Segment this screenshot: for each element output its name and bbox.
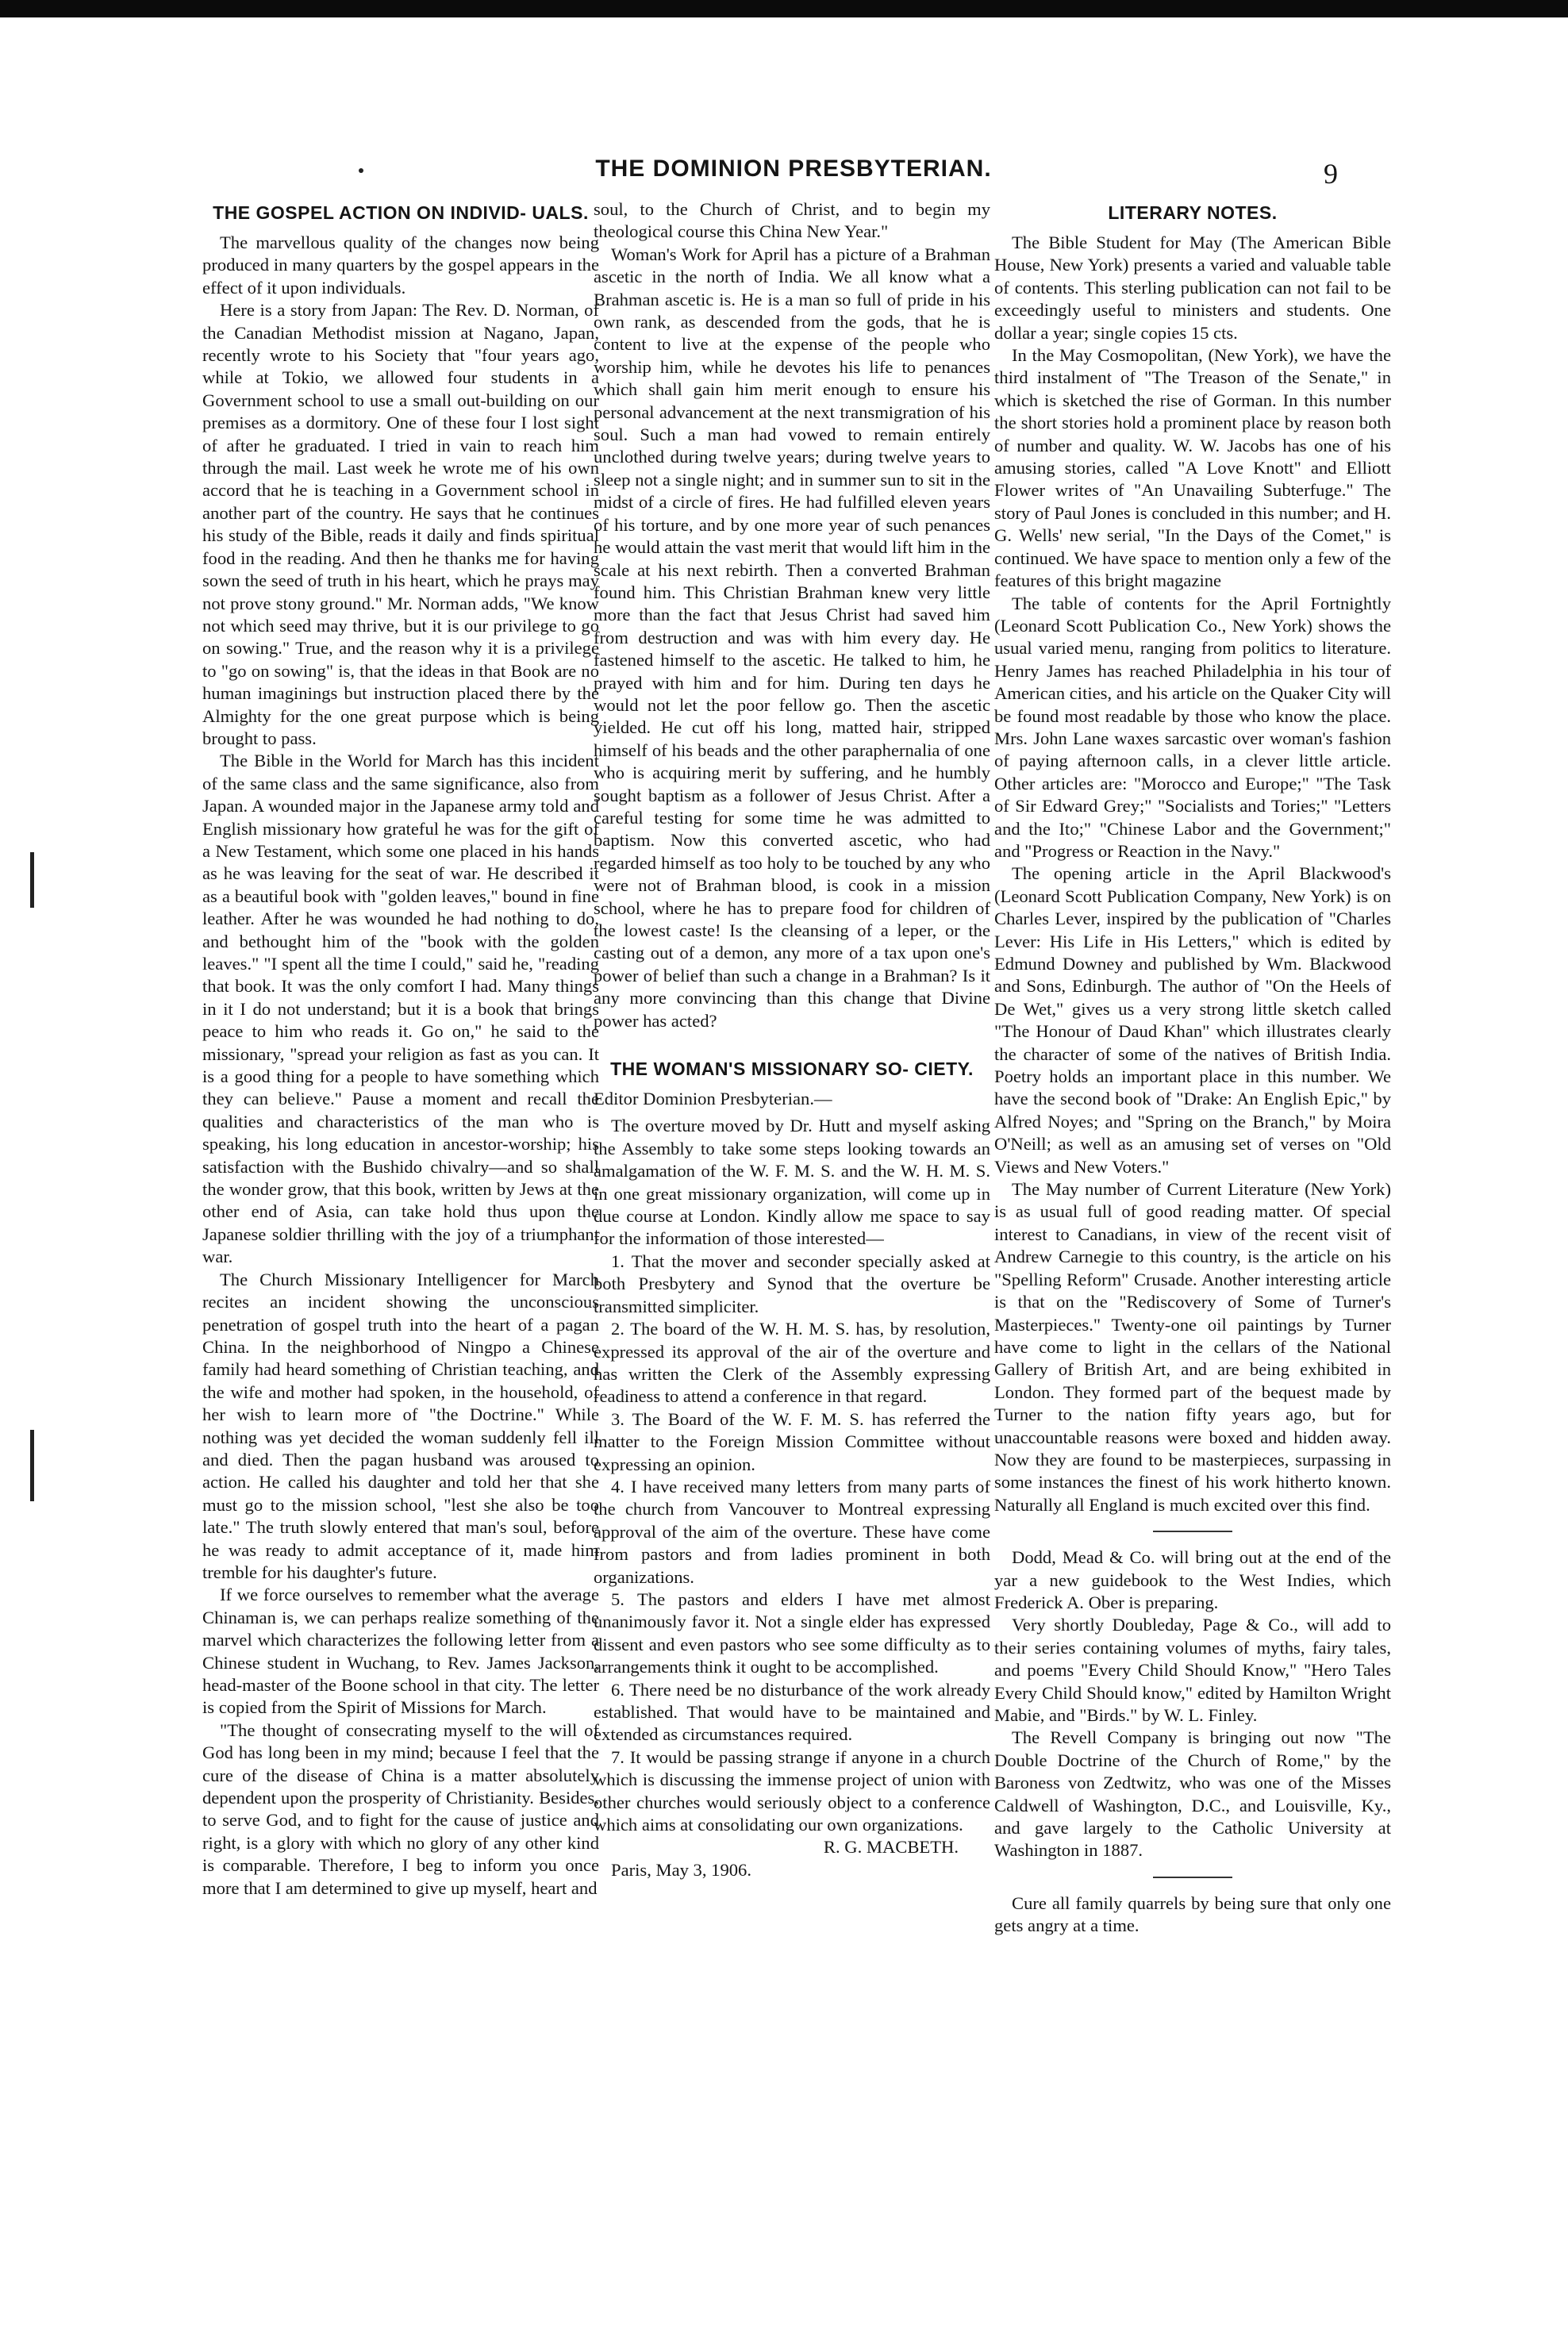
paragraph: The May number of Current Literature (New York) is as usual full of good reading matter. Of special interest to Canadians, in view of the recent visit of Andrew Carnegie to this country, is the article on his "Spelling Reform" Crusade. Another interesting article is that on the "Rediscovery of Some of Turner's Masterpieces." Twenty-one oil paintings by Turner have come to light in the cellars of the National Gallery of British Art, and are being exhibited in London. They formed part of the bequest made by Turner to the nation fifty years ago, but for unaccountable reasons were boxed and hidden away. Now they are found to be masterpieces, surpassing in some instances the finest of his work hitherto known. Naturally all England is much excited over this find. xyxy=(994,1179,1391,1515)
paragraph: Cure all family quarrels by being sure that only one gets angry at a time. xyxy=(994,1892,1391,1936)
column-middle xyxy=(594,198,990,1881)
salutation: Editor Dominion Presbyterian.— xyxy=(594,1089,832,1109)
paragraph: soul, to the Church of Christ, and to begin my theological course this China New Year." xyxy=(594,199,990,242)
paragraph: The opening article in the April Blackwood's (Leonard Scott Publication Company, New York) is on Charles Lever, inspired by the publication of "Charles Lever: His Life in His Letters," which is edited by Edmund Downey and published by Wm. Blackwood and Sons, Edinburgh. The author of "On the Heels of De Wet," gives us a very strong little sketch called "The Honour of Daud Khan" which illustrates clearly the character of some of the natives of British India. Poetry holds an important place in this number. We have the second book of "Drake: An English Epic," by Alfred Noyes; and "Spring on the Branch," by Moira O'Neill; as well as an amusing set of verses on "Old Views and New Voters." xyxy=(994,863,1391,1177)
paragraph: 6. There need be no disturbance of the work already established. That would have to be maintained and extended as circumstances required. xyxy=(594,1679,990,1745)
paragraph: The table of contents for the April Fortnightly (Leonard Scott Publication Co., New York) shows the usual varied menu, ranging from politics to literature. Henry James has reached Philadelphia in his tour of American cities, and his article on the Quaker City will be found most readable by those who know the place. Mrs. John Lane waxes sarcastic over woman's fashion of paying afternoon calls, in a clever little article. Other articles are: "Morocco and Europe;" "The Task of Sir Edward Grey;" "Socialists and Tories;" "Letters and the Ito;" "Chinese Labor and the Government;" and "Progress or Reaction in the Navy." xyxy=(994,593,1391,861)
paragraph: 7. It would be passing strange if anyone in a church which is discussing the immense project of union with other churches would seriously object to a conference which aims at consolidating our own organizations. xyxy=(594,1746,990,1835)
signature: R. G. MACBETH. xyxy=(823,1837,959,1858)
column-right xyxy=(994,198,1391,1938)
paragraph: Here is a story from Japan: The Rev. D. Norman, of the Canadian Methodist mission at Nagano, Japan, recently wrote to his Society that "four years ago, while at Tokio, we allowed four students in a Government school to use a small out-building on our premises as a dormitory. One of these four I lost sight of after he graduated. I tried in vain to reach him through the mail. Last week he wrote me of his own accord that he is teaching in a Government school in another part of the country. He says that he continues his study of the Bible, reads it daily and finds spiritual food in the reading. And then he thanks me for having sown the seed of truth in his heart, which he prays may not prove stony ground." Mr. Norman adds, "We know not which seed may thrive, but it is our privilege to go on sowing." True, and the reason why it is a privilege to "go on sowing" is, that the ideas in that Book are no human imaginings but instruction placed there by the Almighty for the one great purpose which is being brought to pass. xyxy=(202,300,599,748)
article-heading: LITERARY NOTES. xyxy=(1108,202,1278,223)
paragraph: If we force ourselves to remember what the average Chinaman is, we can perhaps realize something of the marvel which characterizes the following letter from a Chinese student in Wuchang, to Rev. James Jackson, head-master of the Boone school in that city. The letter is copied from the Spirit of Missions for March. xyxy=(202,1585,599,1718)
paragraph: The Revell Company is bringing out now "The Double Doctrine of the Church of Rome," by the Baroness von Zedtwitz, who was one of the Misses Caldwell of Washington, D.C., and Louisville, Ky., and gave largely to the Catholic University at Washington in 1887. xyxy=(994,1727,1391,1861)
page-number: 9 xyxy=(1324,158,1338,190)
scan-top-edge xyxy=(0,0,1568,17)
printer-dot xyxy=(359,168,363,173)
paragraph: Very shortly Doubleday, Page & Co., will add to their series containing volumes of myths, fairy tales, and poems "Every Child Should Know," "Hero Tales Every Child Should know," edited by Hamilton Wright Mabie, and "Birds." by W. L. Finley. xyxy=(994,1615,1391,1725)
dateline: Paris, May 3, 1906. xyxy=(611,1859,751,1880)
paragraph: Dodd, Mead & Co. will bring out at the end of the yar a new guidebook to the West Indies, which Frederick A. Ober is preparing. xyxy=(994,1547,1391,1612)
paragraph: The Church Missionary Intelligencer for March recites an incident showing the unconscious penetration of gospel truth into the heart of a pagan China. In the neighborhood of Ningpo a Chinese family had heard something of Christian teaching, and the wife and mother had spoken, in the household, of her wish to learn more of "the Doctrine." While nothing was yet decided the woman suddenly fell ill and died. Then the pagan husband was aroused to action. He called his daughter and told her that she must go to the mission school, "lest she also be too late." The truth slowly entered that man's soul, before he was ready to admit acceptance of it, made him tremble for his daughter's future. xyxy=(202,1269,599,1582)
paragraph: 4. I have received many letters from many parts of the church from Vancouver to Montreal expressing approval of the aim of the overture. These have come from pastors and from ladies prominent in both organizations. xyxy=(594,1476,990,1587)
page-header-title: THE DOMINION PRESBYTERIAN. xyxy=(595,156,992,182)
paragraph: The Bible Student for May (The American Bible House, New York) presents a varied and valuable table of contents. This sterling publication can not fail to be exceedingly useful to ministers and students. One dollar a year; single copies 15 cts. xyxy=(994,232,1391,343)
article-heading: THE GOSPEL ACTION ON INDIVID- UALS. xyxy=(213,202,589,223)
section-rule xyxy=(1153,1531,1232,1532)
paragraph: 5. The pastors and elders I have met almost unanimously favor it. Not a single elder has expressed dissent and even pastors who see some difficulty as to arrangements think it ought to be accomplished. xyxy=(594,1589,990,1677)
paragraph: The Bible in the World for March has this incident of the same class and the same significance, also from Japan. A wounded major in the Japanese army told and English missionary how grateful he was for the gift of a New Testament, which some one placed in his hands as he was leaving for the seat of war. He described it as a beautiful book with "golden leaves," bound in fine leather. After he was wounded he had nothing to do, and bethought him of the "book with the golden leaves." "I spent all the time I could," said he, "reading that book. It was the only comfort I had. Many things in it I do not understand; but it is a book that brings peace to him who reads it. Go on," he said to the missionary, "spread your religion as fast as you can. It is a good thing for a people to have something which they can believe." Pause a moment and recall the qualities and characteristics of the man who is speaking, his long education in ancestor-worship; his satisfaction with the Bushido chivalry—and so shall the wonder grow, that this book, written by Jews at the other end of Asia, can take hold thus upon the Japanese soldier thrilling with the joy of a triumphant war. xyxy=(202,751,599,1267)
paragraph: The marvellous quality of the changes now being produced in many quarters by the gospel appears in the effect of it upon individuals. xyxy=(202,232,599,298)
article-heading: THE WOMAN'S MISSIONARY SO- CIETY. xyxy=(610,1058,974,1080)
section-rule xyxy=(1153,1877,1232,1878)
paragraph: In the May Cosmopolitan, (New York), we have the third instalment of "The Treason of the Senate," in which is sketched the rise of Gorman. In this number the short stories hold a prominent place by reason both of number and quality. W. W. Jacobs has one of his amusing stories, called "A Love Knott" and Elliott Flower writes of "An Unavailing Subterfuge." The story of Paul Jones is concluded in this number; and H. G. Wells' new serial, "In the Days of the Comet," is continued. We have space to mention only a few of the features of this bright magazine xyxy=(994,345,1391,591)
paragraph: Woman's Work for April has a picture of a Brahman ascetic in the north of India. We all know what a Brahman ascetic is. He is a man so full of pride in his own rank, as descended from the gods, that he is content to live at the expense of the people who worship him, while he devotes his life to penances which shall gain him merit enough to ensure his personal advancement at the next transmigration of his soul. Such a man had vowed to remain entirely unclothed during twelve years; during twelve years to sleep not a single night; and in summer sun to sit in the midst of a circle of fires. He had fulfilled eleven years of his torture, and by one more year of such penances he would attain the vast merit that would lift him in the scale at his next rebirth. Then a converted Brahman found him. This Christian Brahman knew very little more than the fact that Jesus Christ had saved him from destruction and was with him every day. He fastened himself to the ascetic. He talked to him, he prayed with him and for him. During ten days he would not let the poor fellow go. Then the ascetic yielded. He cut off his long, matted hair, stripped himself of his beads and the other paraphernalia of one who is acquiring merit by suffering, and he humbly sought baptism as a follower of Jesus Christ. After a careful testing for some time he was admitted to baptism. Now this converted ascetic, who had regarded himself as too holy to be touched by any who were not of Brahman blood, is cook in a mission school, where he has to prepare food for children of the lowest caste! Is the cleansing of a leper, or the casting out of a demon, any more of a tax upon one's power of belief than such a change in a Brahman? Is it any more convincing than this change that Divine power has acted? xyxy=(594,244,990,1031)
paragraph: 1. That the mover and seconder specially asked at both Presbytery and Synod that the overture be transmitted simpliciter. xyxy=(594,1251,990,1316)
binding-mark xyxy=(30,852,34,908)
column-left xyxy=(202,198,599,1900)
paragraph: 3. The Board of the W. F. M. S. has referred the matter to the Foreign Mission Committee without expressing an opinion. xyxy=(594,1408,990,1474)
paragraph: "The thought of consecrating myself to the will of God has long been in my mind; because I feel that the cure of the disease of China is a matter absolutely dependent upon the prosperity of Christianity. Besides, to serve God, and to fight for the cause of justice and right, is a glory with which no glory of any other kind is comparable. Therefore, I beg to inform you once more that I am determined to give up myself, heart and xyxy=(202,1719,599,1898)
paragraph: The overture moved by Dr. Hutt and myself asking the Assembly to take some steps looking towards an amalgamation of the W. F. M. S. and the W. H. M. S. in one great missionary organization, will come up in due course at London. Kindly allow me space to say for the information of those interested— xyxy=(594,1116,990,1249)
binding-mark xyxy=(30,1430,34,1501)
paragraph: 2. The board of the W. H. M. S. has, by resolution, expressed its approval of the air of the overture and has written the Clerk of the Assembly expressing readiness to attend a conference in that regard. xyxy=(594,1319,990,1407)
